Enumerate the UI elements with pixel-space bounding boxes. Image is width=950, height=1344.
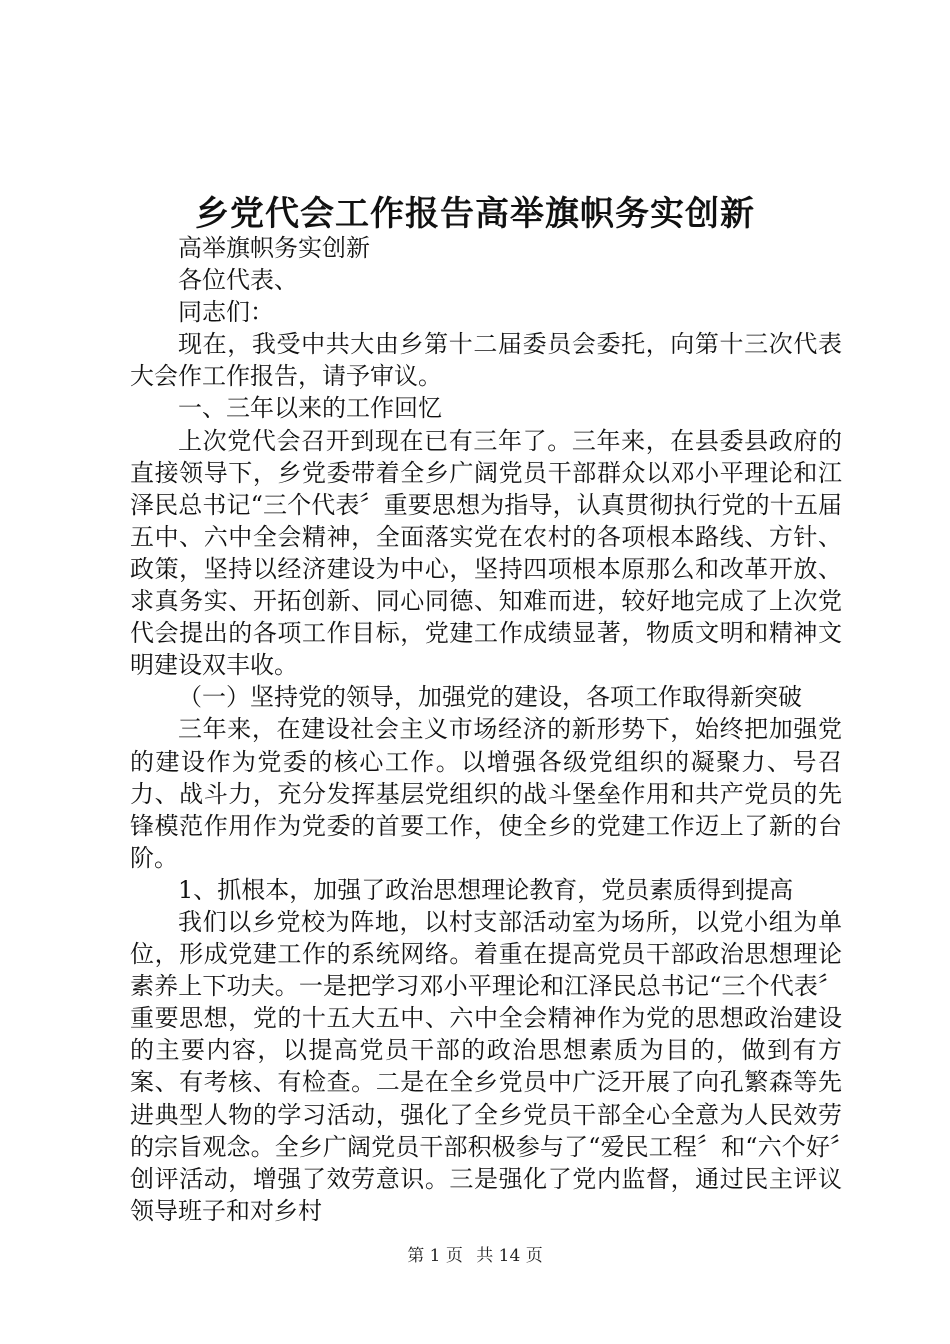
paragraph: 同志们： <box>178 298 274 327</box>
paragraph: 我们以乡党校为阵地，以村支部活动室为场所，以党小组为单位，形成党建工作的系统网络。着重在提高党员干部政治思想理论素养上下功夫。一是把学习邓小平理论和江泽民总书记“三个代表〞重要思想，党的十五大五中、六中全会精神作为党的思想政治建设的主要内容，以提高党员干部的政治思想素质为目的，做到有方案、有考核、有检查。二是在全乡党员中广泛开展了向孔繁森等先进典型人物的学习活动，强化了全乡党员干部全心全意为人民效劳的宗旨观念。全乡广阔党员干部积极参与了“爱民工程〞和“六个好〞创评活动，增强了效劳意识。三是强化了党内监督，通过民主评议领导班子和对乡村 <box>130 907 842 1225</box>
page-number: 第 1 页 <box>407 1246 463 1266</box>
paragraph: 高举旗帜务实创新 <box>178 234 370 262</box>
document-body <box>130 232 842 1227</box>
paragraph: 现在，我受中共大由乡第十二届委员会委托，向第十三次代表大会作工作报告，请予审议。 <box>130 330 842 391</box>
paragraph: 一、三年以来的工作回忆 <box>178 394 442 423</box>
paragraph: 1、抓根本，加强了政治思想理论教育，党员素质得到提高 <box>178 875 794 904</box>
page-total: 共 14 页 <box>476 1246 543 1266</box>
paragraph: （一）坚持党的领导，加强党的建设，各项工作取得新突破 <box>178 683 802 712</box>
paragraph: 上次党代会召开到现在已有三年了。三年来，在县委县政府的直接领导下，乡党委带着全乡广阔党员干部群众以邓小平理论和江泽民总书记“三个代表〞重要思想为指导，认真贯彻执行党的十五届五中、六中全会精神，全面落实党在农村的各项根本路线、方针、政策，坚持以经济建设为中心，坚持四项根本原那么和改革开放、求真务实、开拓创新、同心同德、知难而进，较好地完成了上次党代会提出的各项工作目标，党建工作成绩显著，物质文明和精神文明建设双丰收。 <box>130 426 842 680</box>
document-title: 乡党代会工作报告高举旗帜务实创新 <box>195 194 755 234</box>
paragraph: 各位代表、 <box>178 266 298 295</box>
page-footer <box>0 1241 950 1266</box>
paragraph: 三年来，在建设社会主义市场经济的新形势下，始终把加强党的建设作为党委的核心工作。以增强各级党组织的凝聚力、号召力、战斗力，充分发挥基层党组织的战斗堡垒作用和共产党员的先锋模范作用作为党委的首要工作，使全乡的党建工作迈上了新的台阶。 <box>130 715 842 872</box>
